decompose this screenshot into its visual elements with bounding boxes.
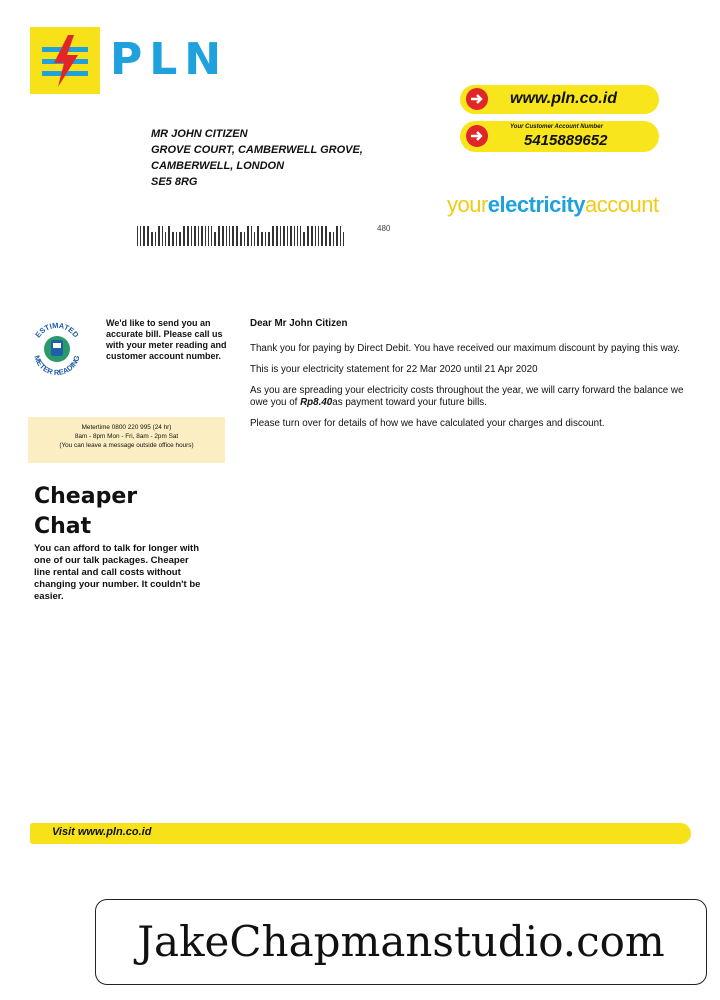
- tagline: yourelectricityaccount: [447, 192, 659, 217]
- statement-letter: [250, 318, 690, 439]
- mailing-address: [151, 126, 363, 190]
- account-number: 5415889652: [524, 132, 608, 149]
- letter-paragraph: Please turn over for details of how we have calculated your charges and discount.: [250, 418, 605, 429]
- lightning-icon: [30, 27, 100, 94]
- letter-paragraph: As you are spreading your electricity costs throughout the year, we will carry forward the balance we owe you of Rp8.40as payment toward your future bills.: [250, 385, 684, 408]
- address-line: SE5 8RG: [151, 176, 198, 188]
- arrow-right-icon: [466, 125, 488, 147]
- letter-paragraph: Thank you for paying by Direct Debit. You have received our maximum discount by paying this way.: [250, 343, 681, 354]
- meter-contact-box: [28, 417, 225, 463]
- statement-period: This is your electricity statement for 22 Mar 2020 until 21 Apr 2020: [250, 364, 538, 375]
- badge-top-text: ESTIMATED: [33, 320, 81, 340]
- postal-barcode: [137, 224, 349, 248]
- meter-reading-note: We'd like to send you an accurate bill. Please call us with your meter reading and customer account number.: [106, 318, 227, 361]
- website-pill[interactable]: [460, 85, 659, 114]
- badge-bottom-text: METER READING: [32, 354, 82, 378]
- account-number-pill: [460, 121, 659, 152]
- footer-bar: [30, 823, 691, 844]
- contact-phone: Metertime 0800 220 995 (24 hr): [81, 424, 172, 431]
- contact-hours: 8am - 8pm Mon - Fri, 8am - 2pm Sat: [74, 433, 179, 440]
- estimated-meter-reading-badge: [28, 320, 86, 378]
- carry-forward-amount: Rp8.40: [300, 397, 333, 408]
- address-line: CAMBERWELL, LONDON: [151, 160, 285, 172]
- watermark: JakeChapmanstudio.com: [95, 899, 707, 985]
- address-line: MR JOHN CITIZEN: [151, 128, 248, 140]
- footer-link[interactable]: Visit www.pln.co.id: [52, 826, 152, 838]
- promo-body: You can afford to talk for longer with one of our talk packages. Cheaper line rental and call costs without changing your number. It couldn't be easier.: [34, 543, 201, 602]
- account-number-label: Your Customer Account Number: [510, 124, 603, 130]
- pln-logo-mark: [30, 27, 100, 94]
- promo-title: Cheaper Chat: [34, 484, 138, 539]
- pln-logo-text: PLN: [110, 34, 229, 85]
- address-line: GROVE COURT, CAMBERWELL GROVE,: [151, 144, 363, 156]
- letter-greeting: Dear Mr John Citizen: [250, 318, 348, 329]
- website-link[interactable]: www.pln.co.id: [510, 90, 617, 107]
- barcode-number: 480: [377, 224, 391, 233]
- arrow-right-icon: [466, 88, 488, 110]
- contact-message: (You can leave a message outside office hours): [59, 442, 194, 449]
